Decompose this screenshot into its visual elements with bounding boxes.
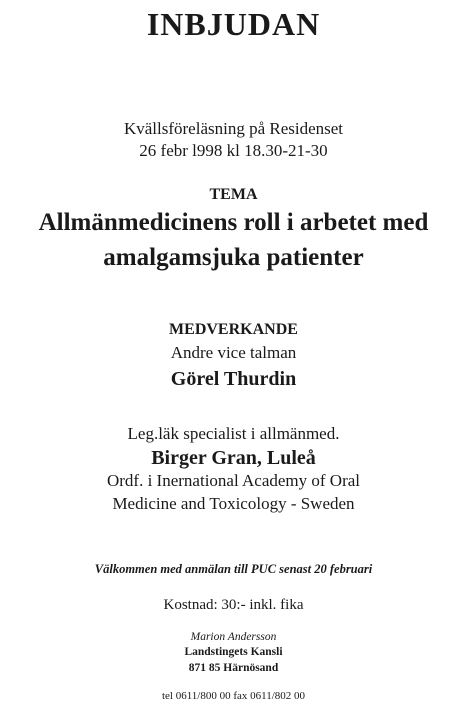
contact-phone-fax: tel 0611/800 00 fax 0611/802 00: [161, 690, 306, 702]
speaker-2-title-line-2: Medicine and Toxicology - Sweden: [112, 494, 355, 513]
contact-address: 871 85 Härnösand: [188, 662, 279, 674]
cost-text: Kostnad: 30:- inkl. fika: [163, 597, 304, 613]
speaker-1-role: Andre vice talman: [170, 343, 297, 362]
date-line: 26 febr l998 kl 18.30-21-30: [139, 141, 328, 160]
invitation-heading: INBJUDAN: [146, 6, 321, 42]
speaker-2-role: Leg.läk specialist i allmänmed.: [127, 424, 340, 443]
contact-name: Marion Andersson: [190, 631, 277, 643]
speaker-2-title-line-1: Ordf. i Inernational Academy of Oral: [106, 471, 361, 490]
event-line: Kvällsföreläsning på Residenset: [123, 119, 344, 138]
participants-label: MEDVERKANDE: [169, 321, 298, 338]
welcome-registration-text: Välkommen med anmälan till PUC senast 20 februari: [94, 562, 373, 576]
speaker-1-name: Görel Thurdin: [170, 368, 297, 390]
theme-title-line-2: amalgamsjuka patienter: [103, 244, 364, 271]
theme-label: TEMA: [209, 186, 258, 203]
speaker-2-name: Birger Gran, Luleå: [151, 447, 316, 469]
theme-title-line-1: Allmänmedicinens roll i arbetet med: [38, 209, 429, 236]
contact-office: Landstingets Kansli: [184, 646, 283, 658]
